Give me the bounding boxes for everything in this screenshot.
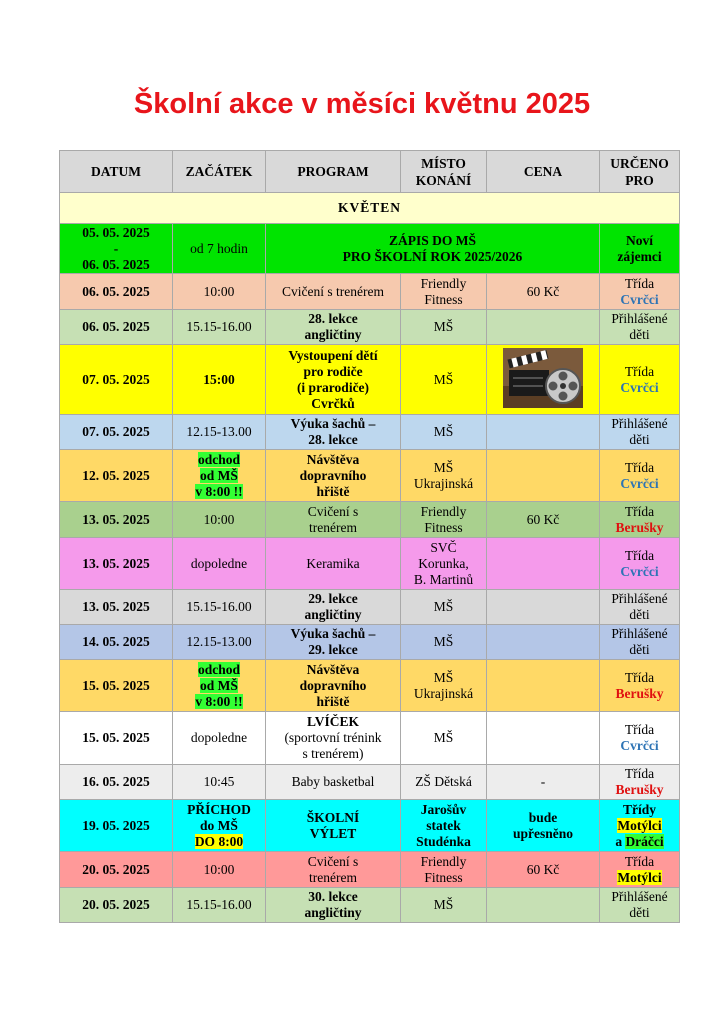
program-cell (266, 660, 401, 712)
start-line: v 8:00 !! (195, 483, 243, 499)
target-line: Třída (624, 503, 655, 519)
program-line: Výuka šachů – (290, 416, 376, 431)
program-line: Cvičení s (307, 853, 359, 869)
target-line: děti (629, 327, 650, 342)
program-cell (266, 888, 401, 923)
program-cell (266, 712, 401, 765)
program-cell: Keramika (266, 538, 401, 590)
price-cell: 60 Kč (487, 852, 600, 888)
place-cell: MŠ (401, 590, 487, 625)
col-header-urceno-text: URČENO PRO (610, 155, 669, 188)
price-line: upřesněno (512, 825, 573, 841)
page-title: Školní akce v měsíci květnu 2025 (133, 88, 591, 120)
place-cell (401, 450, 487, 502)
table-row (60, 852, 680, 888)
date-separator: - (113, 240, 119, 256)
price-cell (487, 888, 600, 923)
date-cell: 16. 05. 2025 (60, 765, 173, 800)
class-name: Motýlci (617, 817, 662, 833)
program-line: Návštěva (306, 451, 360, 467)
month-label: KVĚTEN (60, 193, 680, 224)
price-cell (487, 660, 600, 712)
program-cell (266, 625, 401, 660)
program-line: 29. lekce (308, 591, 358, 606)
price-cell (487, 625, 600, 660)
class-name: Berušky (615, 519, 664, 535)
price-cell (487, 345, 600, 415)
target-cell (600, 660, 680, 712)
table-row (60, 590, 680, 625)
program-cell (266, 450, 401, 502)
program-line: Návštěva (306, 661, 360, 677)
target-line: Třída (624, 722, 655, 737)
program-cell (266, 310, 401, 345)
class-name: Berušky (615, 685, 664, 701)
program-line: VÝLET (309, 825, 357, 841)
place-cell (401, 800, 487, 852)
table-row (60, 538, 680, 590)
target-cell (600, 800, 680, 852)
place-line: Ukrajinská (413, 475, 474, 491)
start-cell: 10:45 (173, 765, 266, 800)
program-line: dopravního (299, 677, 367, 693)
program-line: 29. lekce (308, 642, 358, 657)
date-cell: 07. 05. 2025 (60, 415, 173, 450)
place-line: Studénka (416, 833, 471, 849)
place-line: Jarošův (420, 801, 467, 817)
start-line: DO 8:00 (194, 833, 244, 849)
program-cell (266, 224, 600, 274)
program-line: s trenérem) (302, 746, 364, 761)
start-cell (173, 800, 266, 852)
schedule-table (59, 150, 680, 923)
target-line: Třída (624, 459, 655, 475)
place-line: SVČ (430, 539, 457, 555)
program-line: Cvičení s (307, 503, 359, 519)
date-end: 06. 05. 2025 (82, 256, 150, 272)
place-cell (401, 660, 487, 712)
start-line: do MŠ (200, 817, 238, 833)
target-cell (600, 224, 680, 274)
class-name: Cvrčci (620, 291, 659, 307)
table-row (60, 712, 680, 765)
program-cell (266, 345, 401, 415)
date-cell: 06. 05. 2025 (60, 274, 173, 310)
target-line: Třída (624, 547, 655, 563)
target-cell (600, 538, 680, 590)
price-cell: 60 Kč (487, 502, 600, 538)
target-line: Třída (624, 766, 655, 781)
program-cell: Cvičení s trenérem (266, 274, 401, 310)
price-cell (487, 712, 600, 765)
date-cell (60, 224, 173, 274)
program-line: Cvrčků (311, 395, 355, 411)
start-cell: 10:00 (173, 852, 266, 888)
film-reel-clapperboard-icon (503, 348, 583, 412)
table-row (60, 310, 680, 345)
table-row (60, 224, 680, 274)
price-cell (487, 590, 600, 625)
program-line: 28. lekce (308, 311, 358, 326)
target-line: zájemci (617, 248, 662, 264)
target-line: děti (629, 642, 650, 657)
date-cell: 20. 05. 2025 (60, 888, 173, 923)
program-line: (i prarodiče) (296, 379, 370, 395)
start-line: od MŠ (200, 467, 238, 483)
class-name: Cvrčci (620, 563, 659, 579)
date-cell: 06. 05. 2025 (60, 310, 173, 345)
table-row (60, 800, 680, 852)
program-line: 30. lekce (308, 889, 358, 904)
table-row (60, 888, 680, 923)
date-cell: 14. 05. 2025 (60, 625, 173, 660)
start-cell: 15.15-16.00 (173, 310, 266, 345)
place-line: MŠ (433, 459, 454, 475)
price-cell (487, 415, 600, 450)
place-cell: MŠ (401, 345, 487, 415)
month-row (60, 193, 680, 224)
date-cell: 12. 05. 2025 (60, 450, 173, 502)
start-cell (173, 450, 266, 502)
target-cell (600, 502, 680, 538)
col-header-datum: DATUM (60, 151, 173, 193)
program-line: ZÁPIS DO MŠ (388, 232, 476, 248)
program-line: (sportovní trénink (284, 730, 382, 745)
place-line: Friendly (420, 503, 467, 519)
table-row (60, 274, 680, 310)
program-cell (266, 502, 401, 538)
date-cell: 20. 05. 2025 (60, 852, 173, 888)
program-line: hřiště (316, 693, 350, 709)
program-line: Vystoupení dětí (288, 347, 378, 363)
place-line: Fitness (424, 869, 463, 885)
table-row (60, 450, 680, 502)
col-header-urceno (600, 151, 680, 193)
start-cell: 12.15-13.00 (173, 625, 266, 660)
place-cell: MŠ (401, 712, 487, 765)
program-line: angličtiny (304, 327, 362, 342)
place-line: B. Martinů (413, 571, 474, 587)
program-line: PRO ŠKOLNÍ ROK 2025/2026 (342, 248, 523, 264)
date-cell: 19. 05. 2025 (60, 800, 173, 852)
date-cell: 07. 05. 2025 (60, 345, 173, 415)
place-cell (401, 852, 487, 888)
program-line: Výuka šachů – (290, 626, 376, 641)
class-name: Cvrčci (620, 379, 659, 395)
start-cell: 12.15-13.00 (173, 415, 266, 450)
target-line: Přihlášené (611, 416, 668, 431)
price-cell (487, 538, 600, 590)
price-cell (487, 310, 600, 345)
target-line: Přihlášené (611, 591, 668, 606)
start-cell: dopoledne (173, 538, 266, 590)
col-header-misto (401, 151, 487, 193)
place-line: Fitness (424, 291, 463, 307)
target-cell (600, 450, 680, 502)
program-line: trenérem (309, 869, 357, 885)
target-line: Třída (624, 669, 655, 685)
col-header-program: PROGRAM (266, 151, 401, 193)
target-line: Třída (624, 363, 655, 379)
class-name: Cvrčci (620, 475, 659, 491)
start-line: odchod (197, 451, 241, 467)
place-line: Friendly (420, 275, 467, 291)
place-line: Friendly (420, 853, 467, 869)
start-cell (173, 660, 266, 712)
place-cell (401, 502, 487, 538)
program-cell (266, 852, 401, 888)
class-name: Cvrčci (620, 738, 659, 753)
table-row (60, 660, 680, 712)
date-cell: 13. 05. 2025 (60, 538, 173, 590)
col-header-cena: CENA (487, 151, 600, 193)
target-line: Přihlášené (611, 311, 668, 326)
start-cell: 10:00 (173, 274, 266, 310)
target-line: Přihlášené (611, 889, 668, 904)
target-cell (600, 415, 680, 450)
start-line: PŘÍCHOD (187, 801, 251, 817)
start-line: od MŠ (200, 677, 238, 693)
place-cell (401, 274, 487, 310)
target-line: a (615, 833, 623, 849)
header-row (60, 151, 680, 193)
price-cell (487, 450, 600, 502)
program-line: 28. lekce (308, 432, 358, 447)
place-line: MŠ (433, 669, 454, 685)
program-cell (266, 800, 401, 852)
target-cell (600, 765, 680, 800)
target-cell (600, 345, 680, 415)
class-name: Berušky (615, 782, 664, 797)
start-cell: 15:00 (173, 345, 266, 415)
class-name: Motýlci (617, 869, 662, 885)
price-line: bude (528, 809, 558, 825)
target-cell (600, 274, 680, 310)
table-row (60, 415, 680, 450)
date-cell: 15. 05. 2025 (60, 712, 173, 765)
target-line: Třída (624, 853, 655, 869)
start-cell: 15.15-16.00 (173, 590, 266, 625)
table-row (60, 502, 680, 538)
class-name: Dráčci (625, 833, 664, 849)
program-cell (266, 590, 401, 625)
target-line: Noví (626, 232, 653, 248)
place-line: Fitness (424, 519, 463, 535)
program-line: angličtiny (304, 905, 362, 920)
target-cell (600, 888, 680, 923)
target-line: děti (629, 432, 650, 447)
table-row (60, 625, 680, 660)
target-cell (600, 310, 680, 345)
target-cell (600, 625, 680, 660)
target-cell (600, 852, 680, 888)
target-line: Třídy (622, 801, 656, 817)
place-line: statek (426, 817, 461, 833)
program-line: dopravního (299, 467, 367, 483)
date-start: 05. 05. 2025 (82, 224, 150, 240)
start-line: odchod (197, 661, 241, 677)
date-cell: 13. 05. 2025 (60, 502, 173, 538)
program-line: hřiště (316, 483, 350, 499)
target-line: Třída (624, 275, 655, 291)
place-line: Korunka, (418, 555, 469, 571)
start-cell: 10:00 (173, 502, 266, 538)
place-cell: MŠ (401, 625, 487, 660)
start-cell: 15.15-16.00 (173, 888, 266, 923)
target-line: děti (629, 905, 650, 920)
start-cell: dopoledne (173, 712, 266, 765)
place-cell: ZŠ Dětská (401, 765, 487, 800)
price-cell: 60 Kč (487, 274, 600, 310)
program-cell: Baby basketbal (266, 765, 401, 800)
place-cell: MŠ (401, 310, 487, 345)
col-header-misto-text: MÍSTO KONÁNÍ (415, 155, 472, 188)
program-line: angličtiny (304, 607, 362, 622)
target-cell (600, 712, 680, 765)
table-row (60, 765, 680, 800)
date-cell: 13. 05. 2025 (60, 590, 173, 625)
place-cell: MŠ (401, 415, 487, 450)
place-line: Ukrajinská (413, 685, 474, 701)
col-header-zacatek: ZAČÁTEK (173, 151, 266, 193)
place-cell (401, 538, 487, 590)
start-line: v 8:00 !! (195, 693, 243, 709)
table-row (60, 345, 680, 415)
program-line: LVÍČEK (306, 714, 360, 729)
program-line: trenérem (309, 519, 357, 535)
target-line: děti (629, 607, 650, 622)
program-line: pro rodiče (303, 363, 363, 379)
price-cell: - (487, 765, 600, 800)
start-cell: od 7 hodin (173, 224, 266, 274)
target-cell (600, 590, 680, 625)
price-cell (487, 800, 600, 852)
program-cell (266, 415, 401, 450)
program-line: ŠKOLNÍ (306, 809, 360, 825)
date-cell: 15. 05. 2025 (60, 660, 173, 712)
place-cell: MŠ (401, 888, 487, 923)
target-line: Přihlášené (611, 626, 668, 641)
